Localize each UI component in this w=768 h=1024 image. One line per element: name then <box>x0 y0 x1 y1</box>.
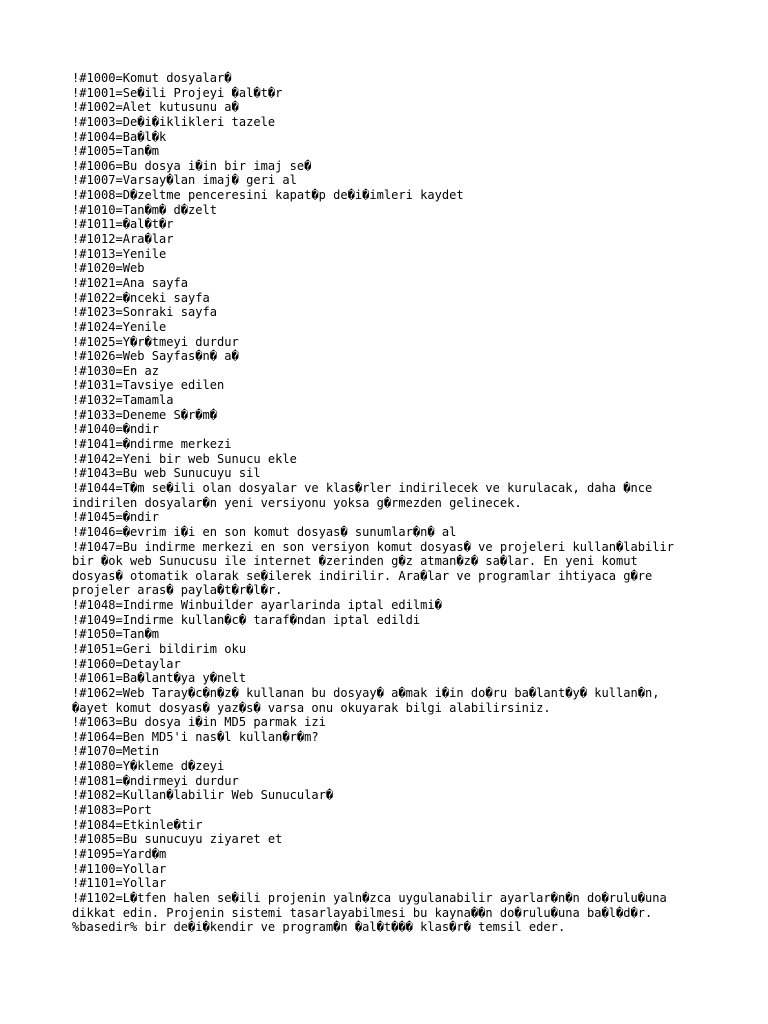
text-line: !#1062=Web Taray�c�n�z� kullanan bu dosyay� a�mak i�in do�ru ba�lant�y� kullan�n, <box>72 685 660 700</box>
text-line: !#1008=D�zeltme penceresini kapat�p de�i�imleri kaydet <box>72 188 464 203</box>
text-line: indirilen dosyalar�n yeni versiyonu yoksa g�rmezden gelinecek. <box>72 495 522 510</box>
text-line: !#1023=Sonraki sayfa <box>72 305 218 320</box>
text-line: !#1003=De�i�iklikleri tazele <box>72 114 276 129</box>
text-line: !#1007=Varsay�lan imaj� geri al <box>72 173 297 188</box>
text-line: !#1101=Yollar <box>72 876 167 891</box>
text-line: !#1000=Komut dosyalar� <box>72 71 232 85</box>
text-line: !#1025=Y�r�tmeyi durdur <box>72 334 239 349</box>
text-line: !#1080=Y�kleme d�zeyi <box>72 759 225 774</box>
text-line: !#1006=Bu dosya i�in bir imaj se� <box>72 158 312 173</box>
text-line: !#1012=Ara�lar <box>72 232 174 247</box>
text-line: !#1084=Etkinle�tir <box>72 817 203 832</box>
text-line: projeler aras� payla�t�r�l�r. <box>72 583 283 598</box>
text-line: !#1026=Web Sayfas�n� a� <box>72 349 239 364</box>
text-line: !#1081=�ndirmeyi durdur <box>72 773 239 788</box>
text-line: !#1042=Yeni bir web Sunucu ekle <box>72 451 297 466</box>
text-line: !#1045=�ndir <box>72 510 160 525</box>
text-line: !#1002=Alet kutusunu a� <box>72 100 239 115</box>
text-line: !#1060=Detaylar <box>72 656 181 671</box>
text-line: !#1083=Port <box>72 803 152 818</box>
text-line: dikkat edin. Projenin sistemi tasarlayabilmesi bu kayna��n do�rulu�una ba�l�d�r. <box>72 905 653 920</box>
text-line: !#1082=Kullan�labilir Web Sunucular� <box>72 788 334 803</box>
text-line: %basedir% bir de�i�kendir ve program�n �al�t��� klas�r� temsil eder. <box>72 920 566 935</box>
text-line: !#1085=Bu sunucuyu ziyaret et <box>72 832 283 847</box>
text-line: !#1046=�evrim i�i en son komut dosyas� sunumlar�n� al <box>72 524 457 539</box>
text-line: !#1049=Indirme kullan�c� taraf�ndan iptal edildi <box>72 612 421 627</box>
text-line: !#1010=Tan�m� d�zelt <box>72 202 218 217</box>
text-line: !#1030=En az <box>72 363 160 378</box>
text-line: !#1005=Tan�m <box>72 144 160 159</box>
text-line: !#1102=L�tfen halen se�ili projenin yaln�zca uygulanabilir ayarlar�n�n do�rulu�una <box>72 890 667 905</box>
text-line: !#1022=�nceki sayfa <box>72 290 210 305</box>
text-line: !#1013=Yenile <box>72 246 167 261</box>
text-line: !#1020=Web <box>72 261 145 276</box>
text-line: dosyas� otomatik olarak se�ilerek indirilir. Ara�lar ve programlar ihtiyaca g�re <box>72 568 653 583</box>
text-line: �ayet komut dosyas� yaz�s� varsa onu okuyarak bilgi alabilirsiniz. <box>72 700 551 715</box>
text-line: !#1032=Tamamla <box>72 393 174 408</box>
text-line: !#1095=Yard�m <box>72 846 167 861</box>
text-line: !#1043=Bu web Sunucuyu sil <box>72 466 261 481</box>
text-line: !#1061=Ba�lant�ya y�nelt <box>72 671 247 686</box>
text-line: !#1031=Tavsiye edilen <box>72 378 225 393</box>
text-line: !#1041=�ndirme merkezi <box>72 437 232 452</box>
text-line: !#1011=�al�t�r <box>72 217 174 232</box>
text-line: !#1047=Bu indirme merkezi en son versiyon komut dosyas� ve projeleri kullan�labilir <box>72 539 674 554</box>
text-line: !#1048=Indirme Winbuilder ayarlarinda iptal edilmi� <box>72 598 442 613</box>
text-line: !#1051=Geri bildirim oku <box>72 641 247 656</box>
text-line: !#1033=Deneme S�r�m� <box>72 407 218 422</box>
text-line: !#1001=Se�ili Projeyi �al�t�r <box>72 85 283 100</box>
text-line: !#1021=Ana sayfa <box>72 275 189 290</box>
text-line: !#1100=Yollar <box>72 861 167 876</box>
text-line: !#1040=�ndir <box>72 422 160 437</box>
text-line: !#1044=T�m se�ili olan dosyalar ve klas�rler indirilecek ve kurulacak, daha �nce <box>72 480 653 495</box>
text-line: !#1050=Tan�m <box>72 627 160 642</box>
text-line: !#1064=Ben MD5'i nas�l kullan�r�m? <box>72 729 319 744</box>
text-document <box>72 71 712 935</box>
text-line: !#1070=Metin <box>72 744 160 759</box>
text-line: !#1004=Ba�l�k <box>72 129 167 144</box>
text-line: bir �ok web Sunucusu ile internet �zerinden g�z atman�z� sa�lar. En yeni komut <box>72 554 638 569</box>
text-line: !#1063=Bu dosya i�in MD5 parmak izi <box>72 715 326 730</box>
text-line: !#1024=Yenile <box>72 319 167 334</box>
